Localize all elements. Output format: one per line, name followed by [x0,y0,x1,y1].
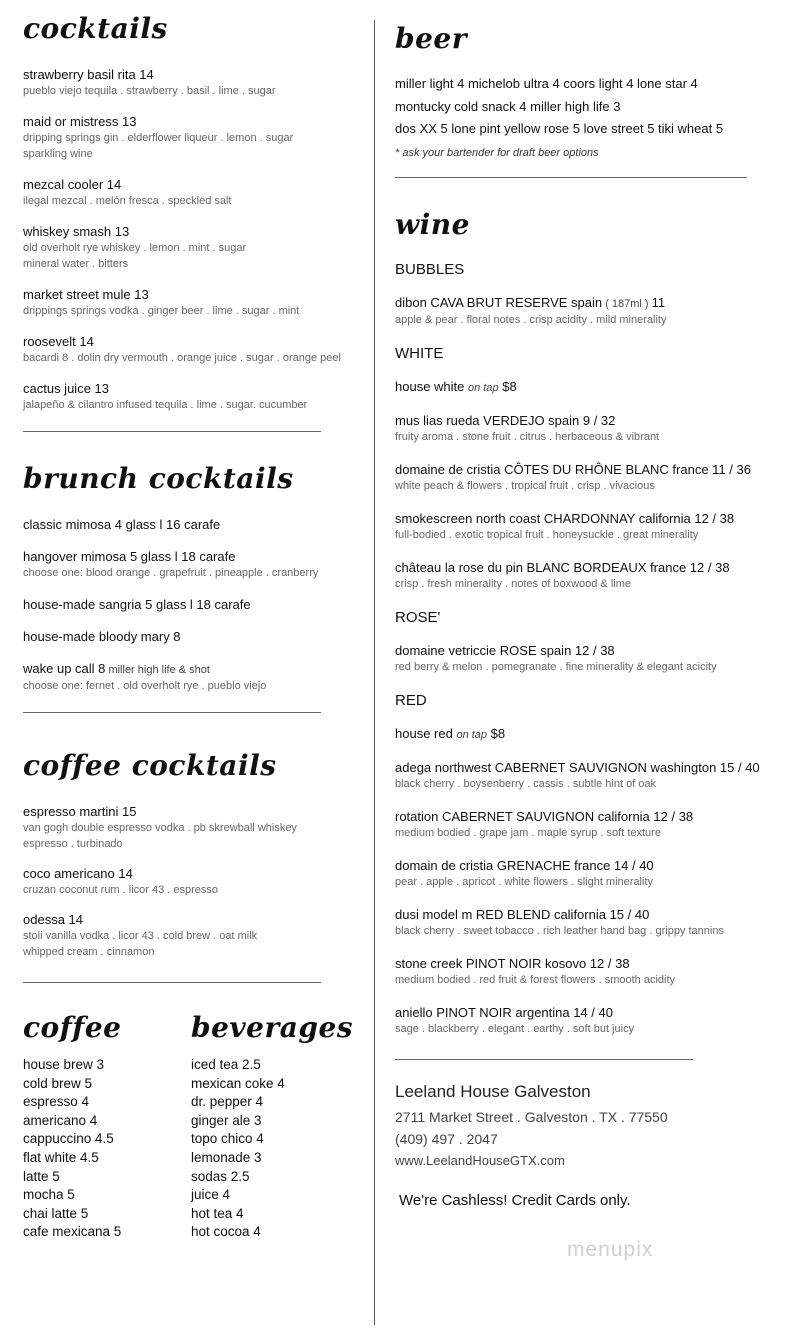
left-column [23,12,363,1242]
wine-name: château la rose du pin BLANC BORDEAUX france 12 / 38 [395,559,730,575]
item-name: house-made sangria 5 glass l 18 carafe [23,597,251,612]
brunch-cocktails-title: brunch cocktails [23,462,294,495]
coffee-item: espresso 4 [23,1094,90,1110]
beer-title: beer [395,22,467,55]
cocktails-title: cocktails [23,12,168,45]
menu-item [23,661,363,694]
item-description: bacardi 8 . dolin dry vermouth . orange juice . sugar . orange peel [23,352,341,364]
watermark: menupix [567,1238,654,1261]
wine-item [395,1005,790,1037]
menu-item [23,804,363,852]
contact-block [395,1082,790,1209]
beverages-item: ginger ale 3 [191,1112,262,1128]
beverages-column [191,1011,359,1242]
center-divider [374,20,375,1325]
house-red-name: house red [395,725,453,741]
brunch-list [23,517,363,694]
divider [395,1059,693,1060]
item-extra: miller high life & shot [105,664,210,676]
item-name: strawberry basil rita 14 [23,67,154,82]
item-description: stoli vanilla vodka . licor 43 . cold brew . oat milk [23,930,258,942]
item-name: odessa 14 [23,912,83,927]
beverages-item: topo chico 4 [191,1131,264,1147]
item-name: market street mule 13 [23,287,149,302]
wine-name: domaine de cristia CÔTES DU RHÔNE BLANC france 11 / 36 [395,461,751,477]
item-name: coco americano 14 [23,866,133,881]
wine-name: stone creek PINOT NOIR kosovo 12 / 38 [395,955,630,971]
wine-description: white peach & flowers . tropical fruit . crisp . vivacious [395,479,655,492]
rose-heading: ROSE' [395,608,441,626]
menu-item [23,517,363,533]
wine-size: ( 187ml ) [602,297,652,310]
wine-name: domaine vetriccie ROSE spain 12 / 38 [395,642,615,658]
coffee-list [23,1056,191,1242]
item-description: choose one: blood orange . grapefruit . pineapple . cranberry [23,567,319,579]
wine-item [395,858,790,890]
beverages-item: hot cocoa 4 [191,1224,261,1240]
beverages-title: beverages [191,1011,354,1044]
wine-name: adega northwest CABERNET SAUVIGNON washington 15 / 40 [395,759,760,775]
coffee-item: mocha 5 [23,1187,75,1203]
bubbles-heading: BUBBLES [395,260,465,278]
coffee-beverages [23,1011,363,1242]
wine-description: full-bodied . exotic tropical fruit . honeysuckle . great minerality [395,528,699,541]
item-name: roosevelt 14 [23,334,94,349]
wine-description: pear . apple . apricot . white flowers . slight minerality [395,875,654,888]
beverages-item: lemonade 3 [191,1149,262,1165]
bubbles-list [395,295,790,328]
coffee-item: cold brew 5 [23,1075,93,1091]
coffee-item: cafe mexicana 5 [23,1224,122,1240]
restaurant-name: Leeland House Galveston [395,1081,591,1101]
wine-item [395,511,790,543]
item-name: maid or mistress 13 [23,114,137,129]
beer-line: miller light 4 michelob ultra 4 coors light 4 lone star 4 [395,76,698,91]
divider [395,177,747,178]
beer-line: dos XX 5 lone pint yellow rose 5 love street 5 tiki wheat 5 [395,121,724,136]
beer-line: montucky cold snack 4 miller high life 3 [395,98,621,114]
house-red-tap: on tap [456,728,488,741]
coffee-item: latte 5 [23,1168,60,1184]
item-name: mezcal cooler 14 [23,177,122,192]
beer-list [395,73,790,141]
item-name: wake up call 8 miller high life & shot [23,661,210,676]
divider [23,712,321,713]
wine-description: crisp . fresh minerality . notes of boxwood & lime [395,577,631,590]
wine-description: black cherry . sweet tobacco . rich leather hand bag . grippy tannins [395,924,724,937]
white-list [395,413,790,592]
menu-item [23,912,363,960]
item-description: cruzan coconut rum . licor 43 . espresso [23,884,219,896]
item-name: espresso martini 15 [23,804,137,819]
item-description: old overholt rye whiskey . lemon . mint . sugar [23,242,247,254]
wine-item [395,907,790,939]
house-white [395,379,790,396]
wine-item [395,760,790,792]
menu-item [23,334,363,366]
wine-name: dibon CAVA BRUT RESERVE spain ( 187ml ) 11 [395,294,666,310]
house-red [395,726,790,743]
coffee-item: cappuccino 4.5 [23,1131,114,1147]
menu-item [23,866,363,898]
menu-item [23,177,363,209]
house-white-tap: on tap [468,381,499,394]
item-description: choose one: fernet . old overholt rye . pueblo viejo [23,680,267,692]
coffee-title: coffee [23,1011,122,1044]
right-column [395,22,790,1209]
item-description: mineral water . bitters [23,258,129,270]
item-name: cactus juice 13 [23,381,109,396]
wine-name: dusi model m RED BLEND california 15 / 40 [395,906,650,922]
wine-description: fruity aroma . stone fruit . citrus . herbaceous & vibrant [395,430,660,443]
wine-item [395,295,790,328]
beverages-item: dr. pepper 4 [191,1094,264,1110]
menu-item [23,629,363,645]
house-white-name: house white [395,378,465,394]
coffee-column [23,1011,191,1242]
beverages-item: juice 4 [191,1187,231,1203]
wine-name: smokescreen north coast CHARDONNAY california 12 / 38 [395,510,735,526]
item-name: whiskey smash 13 [23,224,130,239]
address: 2711 Market Street . Galveston . TX . 77550 [395,1108,668,1125]
website[interactable]: www.LeelandHouseGTX.com [395,1152,565,1168]
wine-name: domain de cristia GRENACHE france 14 / 40 [395,857,654,873]
beverages-list [191,1056,359,1242]
menu-item [23,549,363,581]
wine-description: red berry & melon . pomegranate . fine minerality & elegant acicity [395,660,717,673]
beverages-item: sodas 2.5 [191,1168,250,1184]
house-white-price: $8 [502,378,517,394]
menu-item [23,67,363,99]
coffee-item: house brew 3 [23,1057,105,1072]
wine-item [395,560,790,592]
item-description: jalapeño & cilantro infused tequila . lime . sugar. cucumber [23,399,308,411]
house-red-price: $8 [490,725,506,741]
wine-description: sage . blackberry . elegant . earthy . soft but juicy [395,1022,635,1035]
item-description: dripping springs gin . elderflower liqueur . lemon . sugar [23,132,294,144]
wine-price: 11 [651,294,666,310]
wine-description: medium bodied . grape jam . maple syrup . soft texture [395,826,661,839]
divider [23,431,321,432]
item-name: house-made bloody mary 8 [23,629,181,644]
beverages-item: hot tea 4 [191,1205,244,1221]
wine-item [395,462,790,494]
cocktails-list [23,67,363,413]
beverages-item: mexican coke 4 [191,1075,285,1091]
beer-note: * ask your bartender for draft beer options [395,146,599,159]
cashless-notice: We're Cashless! Credit Cards only. [399,1191,631,1209]
wine-description: black cherry . boysenberry . cassis . subtle hint of oak [395,777,657,790]
divider [23,982,321,983]
coffee-cocktails-title: coffee cocktails [23,749,277,782]
wine-name: aniello PINOT NOIR argentina 14 / 40 [395,1004,613,1020]
wine-name: rotation CABERNET SAUVIGNON california 12 / 38 [395,808,694,824]
menu-item [23,597,363,613]
wine-item [395,413,790,445]
coffee-item: americano 4 [23,1112,98,1128]
menu-item [23,224,363,272]
wine-description: medium bodied . red fruit & forest flowers . smooth acidity [395,973,676,986]
phone: (409) 497 . 2047 [395,1130,498,1147]
item-description: ilegal mezcal . melón fresca . speckled salt [23,195,232,207]
wine-title: wine [395,207,470,241]
wine-description: apple & pear . floral notes . crisp acidity . mild minerality [395,313,667,326]
item-description: drippings springs vodka . ginger beer . lime . sugar . mint [23,305,300,317]
white-heading: WHITE [395,344,444,362]
menu-item [23,287,363,319]
red-heading: RED [395,691,427,709]
menu-item [23,381,363,413]
red-list [395,760,790,1037]
item-description: van gogh double espresso vodka . pb skrewball whiskey [23,822,297,834]
item-name: hangover mimosa 5 glass l 18 carafe [23,549,236,564]
menu-item [23,114,363,162]
beverages-item: iced tea 2.5 [191,1057,261,1072]
item-description: pueblo viejo tequila . strawberry . basil . lime . sugar [23,85,276,97]
coffee-item: chai latte 5 [23,1205,89,1221]
wine-item [395,956,790,988]
wine-item [395,643,790,675]
item-name: classic mimosa 4 glass l 16 carafe [23,517,221,532]
rose-list [395,643,790,675]
wine-item [395,809,790,841]
coffee-item: flat white 4.5 [23,1149,99,1165]
item-description: whipped cream . cinnamon [23,946,155,958]
item-description: espresso . turbinado [23,838,123,850]
coffee-cocktails-list [23,804,363,960]
item-description: sparkling wine [23,148,93,160]
wine-name: mus lias rueda VERDEJO spain 9 / 32 [395,412,616,428]
